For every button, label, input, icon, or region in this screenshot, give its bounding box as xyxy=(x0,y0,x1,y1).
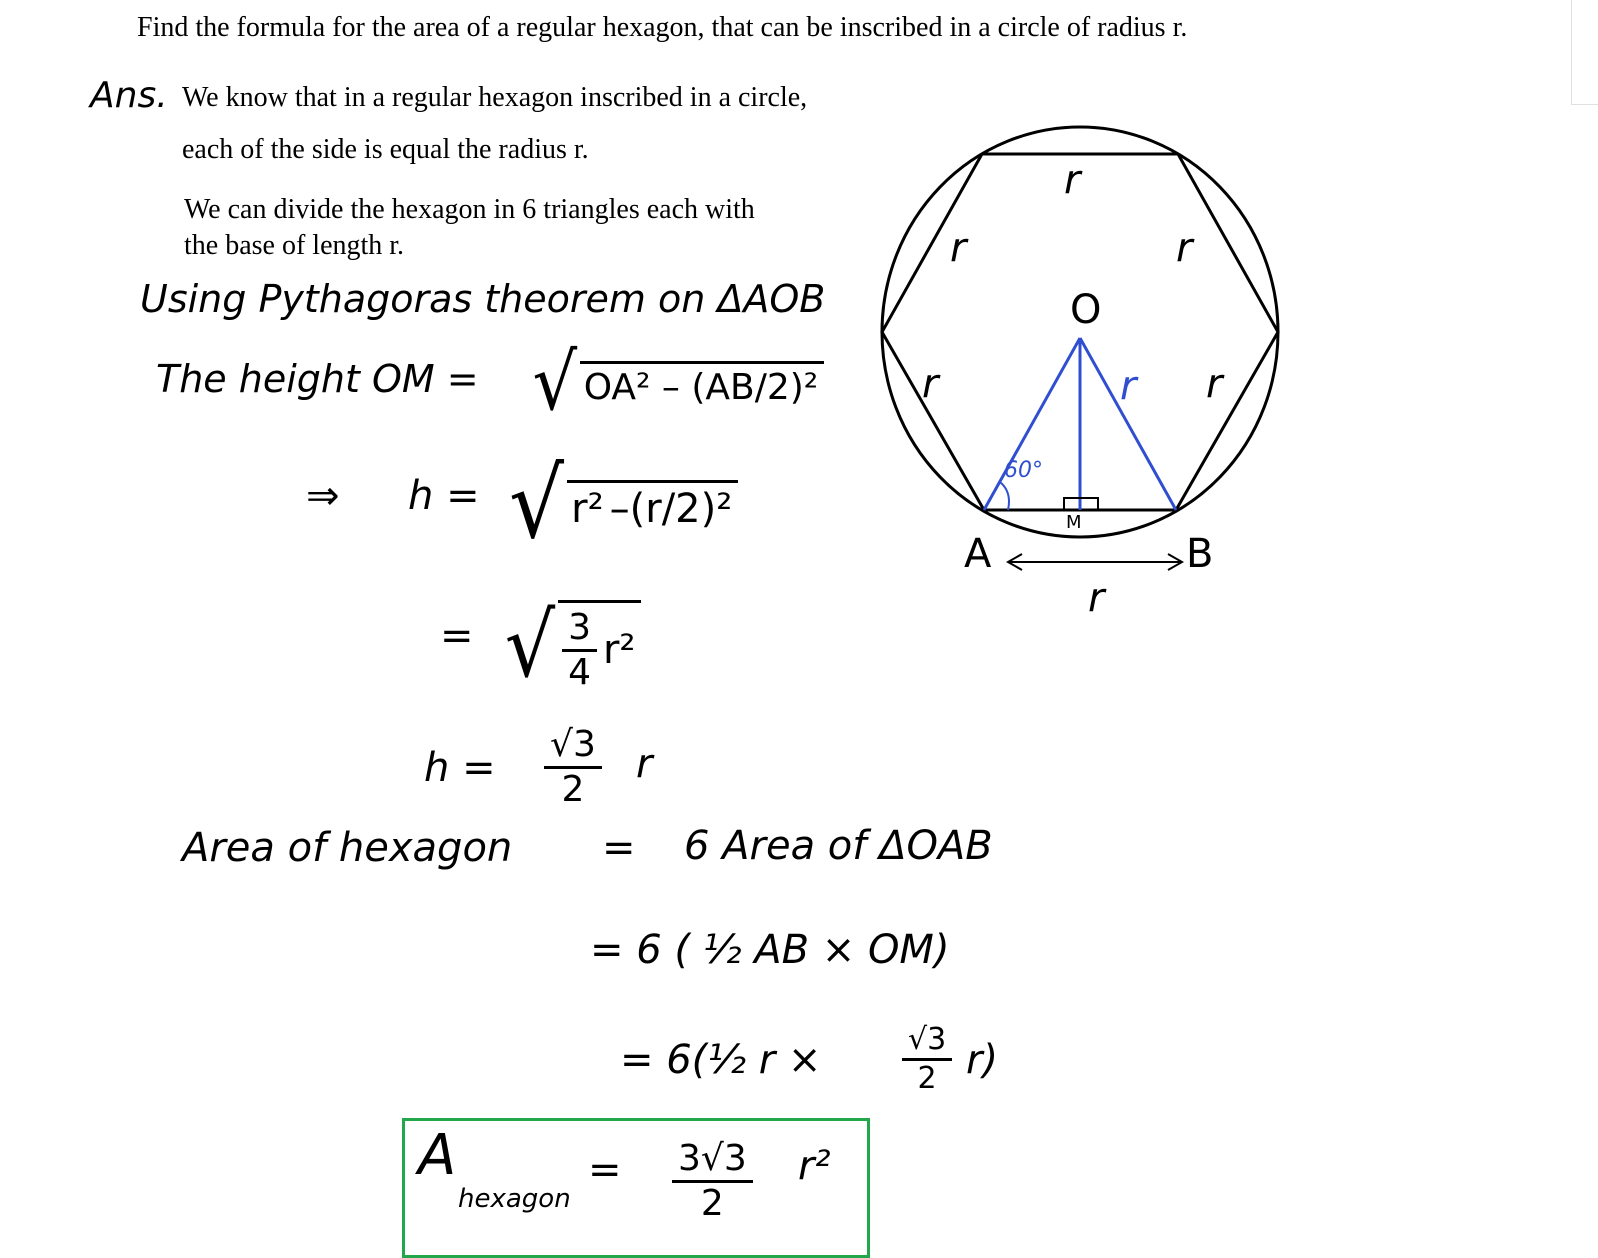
question-text: Find the formula for the area of a regular hexagon, that can be inscribed in a circle of radius r. xyxy=(137,12,1188,43)
label-r-base: r xyxy=(1088,575,1105,621)
label-m: M xyxy=(1066,512,1082,533)
label-r-lower-left: r xyxy=(922,361,939,407)
h-radical: √ r² –(r/2)² xyxy=(506,456,738,552)
implies-symbol: ⇒ xyxy=(306,473,340,519)
h-final-r: r xyxy=(636,741,653,787)
area-step-2-fraction: $\frac{√3}{2}$ xyxy=(902,1024,952,1094)
label-angle: 60° xyxy=(1004,458,1043,483)
h-final-lhs: h = xyxy=(424,745,496,791)
h-equals: h = xyxy=(408,473,480,519)
final-fraction: $\frac{3√3}{2}$ xyxy=(672,1140,753,1223)
area-step-1: = 6 ( ½ AB × OM) xyxy=(590,927,950,973)
angle-arc xyxy=(1000,482,1009,510)
label-r-blue: r xyxy=(1120,363,1137,409)
label-b: B xyxy=(1186,531,1214,577)
intro-line-1: We know that in a regular hexagon inscribed in a circle, xyxy=(182,82,808,113)
intro-line-3: We can divide the hexagon in 6 triangles each with xyxy=(184,194,755,225)
triangle-side-oa xyxy=(984,338,1080,510)
equals-1: = xyxy=(440,613,474,659)
area-lhs: Area of hexagon xyxy=(182,825,513,871)
label-r-upper-left: r xyxy=(950,225,967,271)
final-lhs: A xyxy=(418,1123,457,1188)
label-r-top: r xyxy=(1064,157,1081,203)
label-r-lower-right: r xyxy=(1206,361,1223,407)
final-equals: = xyxy=(588,1147,622,1193)
area-step-2-post: r) xyxy=(966,1037,999,1083)
height-formula: √ OA² – (AB/2)² xyxy=(530,344,824,422)
area-step-2-pre: = 6(½ r × xyxy=(620,1037,822,1083)
final-subscript: hexagon xyxy=(458,1184,571,1214)
intro-line-4: the base of length r. xyxy=(184,230,405,261)
label-o: O xyxy=(1070,287,1102,333)
final-r-squared: r² xyxy=(798,1143,831,1189)
pythagoras-line: Using Pythagoras theorem on ΔAOB xyxy=(140,277,826,321)
h-final-fraction: $\frac{√3}{2}$ xyxy=(544,726,602,809)
label-a: A xyxy=(964,531,992,577)
label-r-upper-right: r xyxy=(1176,225,1193,271)
height-label: The height OM = xyxy=(156,357,479,401)
intro-line-2: each of the side is equal the radius r. xyxy=(182,134,589,165)
answer-label: Ans. xyxy=(90,75,168,116)
sqrt-three-quarters: √ $\frac{3}{4}$ r² xyxy=(502,600,641,692)
area-rhs: 6 Area of ΔOAB xyxy=(684,823,993,869)
area-equals: = xyxy=(602,825,636,871)
